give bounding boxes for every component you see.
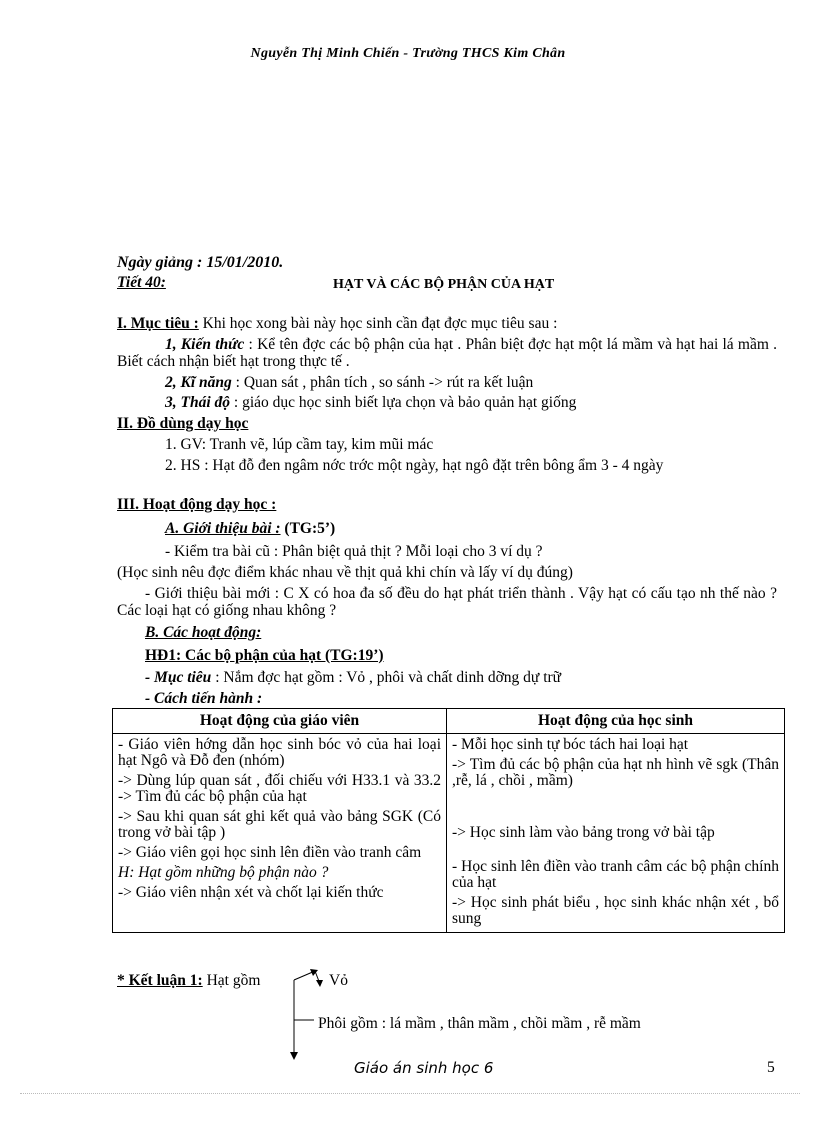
conclusion-text: Hạt gồm <box>206 972 261 989</box>
knowledge-objective <box>117 336 777 370</box>
check-note: (Học sinh nêu đợc điểm khác nhau về thịt quả khi chín và lấy ví dụ đúng) <box>117 564 573 581</box>
attitude-objective <box>165 394 576 411</box>
attitude-label: 3, Thái độ <box>165 394 231 411</box>
part-a-heading: A. Giới thiệu bài : <box>165 520 281 537</box>
goal-label: - Mục tiêu <box>145 669 212 686</box>
check-old-lesson: - Kiểm tra bài cũ : Phân biệt quả thịt ? Mỗi loại cho 3 ví dụ ? <box>165 543 543 560</box>
teacher-activities-cell <box>113 734 447 933</box>
student-column-header: Hoạt động của học sinh <box>447 709 785 734</box>
page-number: 5 <box>767 1059 775 1076</box>
skill-objective <box>165 374 533 391</box>
teacher-question: H: Hạt gồm những bộ phận nào ? <box>118 864 329 881</box>
page-header: Nguyễn Thị Minh Chiến - Trường THCS Kim Chân <box>250 46 566 61</box>
page-divider <box>20 1093 800 1094</box>
new-lesson-intro: - Giới thiệu bài mới : C X có hoa đa số đều do hạt phát triển thành . Vậy hạt có cấu tạo nh thế nào ? Các loại hạt có giống nhau không ? <box>117 585 777 619</box>
hd1-heading: HĐ1: Các bộ phận của hạt (TG:19’) <box>145 647 384 664</box>
knowledge-text: : Kể tên đợc các bộ phận của hạt . Phân biệt đợc hạt một lá mầm và hạt hai lá mầm . Biết cách nhận biết hạt trong thực tế . <box>117 336 777 370</box>
student-activity: - Mỗi học sinh tự bóc tách hai loại hạt <box>452 736 689 753</box>
lesson-label: Tiết 40: <box>117 274 166 291</box>
teacher-column-header: Hoạt động của giáo viên <box>113 709 447 734</box>
conclusion-label: * Kết luận 1: <box>117 972 203 989</box>
section1-heading: I. Mục tiêu : <box>117 315 199 332</box>
section2-heading: II. Đồ dùng dạy học <box>117 415 249 432</box>
conclusion-line <box>117 972 260 989</box>
activity-table <box>112 708 785 933</box>
student-activity: - Học sinh lên điền vào tranh câm các bộ phận chính của hạt <box>452 858 779 891</box>
student-activity: -> Học sinh phát biểu , học sinh khác nhận xét , bổ sung <box>452 894 779 927</box>
objectives-line <box>117 315 557 332</box>
skill-text: : Quan sát , phân tích , so sánh -> rút ra kết luận <box>235 374 534 391</box>
section3-heading: III. Hoạt động dạy học : <box>117 496 277 513</box>
part-a-line <box>165 520 335 537</box>
lesson-title: HẠT VÀ CÁC BỘ PHẬN CỦA HẠT <box>333 277 555 292</box>
student-activity: -> Tìm đủ các bộ phận của hạt nh hình vẽ sgk (Thân ,rễ, lá , chồi , mầm) <box>452 756 779 789</box>
knowledge-label: 1, Kiến thức <box>165 336 245 353</box>
section1-intro: Khi học xong bài này học sinh cần đạt đợc mục tiêu sau : <box>202 315 558 332</box>
hd1-goal <box>145 669 561 686</box>
method-label: - Cách tiến hành : <box>145 690 263 707</box>
teacher-activity: - Giáo viên hớng dẫn học sinh bóc vỏ của hai loại hạt Ngô và Đỗ đen (nhóm) <box>118 736 441 769</box>
conclusion-branch-embryo: Phôi gồm : lá mầm , thân mầm , chồi mầm , rễ mầm <box>318 1015 641 1032</box>
teacher-activity: -> Giáo viên gọi học sinh lên điền vào tranh câm <box>118 844 422 861</box>
teaching-date: Ngày giảng : 15/01/2010. <box>117 254 284 271</box>
part-b-heading: B. Các hoạt động: <box>145 624 262 641</box>
part-a-time: (TG:5’) <box>284 520 336 537</box>
teacher-materials: 1. GV: Tranh vẽ, lúp cầm tay, kim mũi mác <box>165 436 434 453</box>
teacher-activity: -> Dùng lúp quan sát , đối chiếu với H33.1 và 33.2 -> Tìm đủ các bộ phận của hạt <box>118 772 441 805</box>
conclusion-branch-shell: Vỏ <box>329 972 348 989</box>
student-materials: 2. HS : Hạt đỗ đen ngâm nớc trớc một ngày, hạt ngô đặt trên bông ẩm 3 - 4 ngày <box>165 457 664 474</box>
teacher-activity: -> Sau khi quan sát ghi kết quả vào bảng SGK (Có trong vở bài tập ) <box>118 808 441 841</box>
student-activities-cell <box>447 734 785 933</box>
footer-title: Giáo án sinh học 6 <box>354 1059 494 1077</box>
skill-label: 2, Kĩ năng <box>165 374 232 391</box>
teacher-activity: -> Giáo viên nhận xét và chốt lại kiến thức <box>118 884 384 901</box>
attitude-text: : giáo dục học sinh biết lựa chọn và bảo quản hạt giống <box>233 394 577 411</box>
table-row <box>113 734 785 933</box>
goal-text: : Nắm đợc hạt gồm : Vỏ , phôi và chất dinh dỡng dự trữ <box>215 669 562 686</box>
table-header-row <box>113 709 785 734</box>
student-activity: -> Học sinh làm vào bảng trong vở bài tập <box>452 824 715 841</box>
